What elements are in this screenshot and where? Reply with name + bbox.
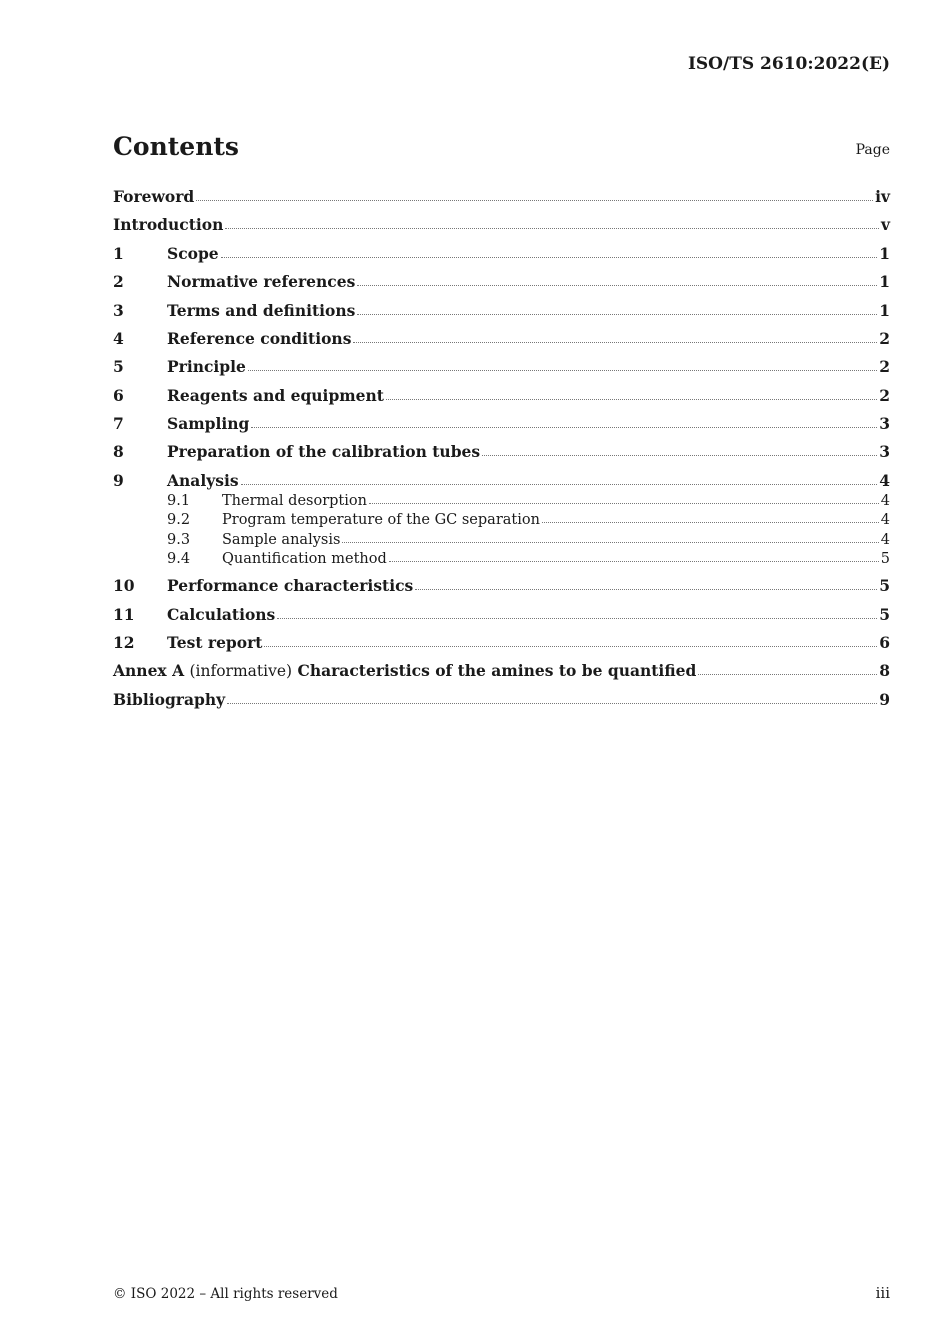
toc-title: Sample analysis (222, 532, 341, 548)
dot-leader (389, 561, 879, 562)
toc-entry-foreword[interactable] (113, 186, 890, 206)
toc-entry-normative-references[interactable] (113, 271, 890, 291)
toc-title: Analysis (167, 471, 239, 490)
contents-heading: Contents (113, 132, 240, 161)
toc-title: Foreword (113, 187, 195, 206)
toc-page: 5 (880, 551, 890, 567)
toc-number: 4 (113, 329, 124, 348)
toc-entry-thermal-desorption[interactable] (113, 489, 890, 509)
toc-number: 9.1 (167, 493, 191, 509)
toc-number: 3 (113, 301, 124, 320)
toc-number: 9.2 (167, 512, 191, 528)
dot-leader (248, 370, 877, 371)
toc-page: 9 (879, 690, 890, 709)
toc-entry-analysis[interactable] (113, 470, 890, 490)
toc-page: 8 (879, 661, 890, 680)
toc-number: 2 (113, 272, 124, 291)
toc-number: 9.3 (167, 532, 191, 548)
toc-page: 6 (879, 633, 890, 652)
toc-entry-reagents-and-equipment[interactable] (113, 385, 890, 405)
toc-entry-scope[interactable] (113, 243, 890, 263)
toc-title: Calculations (167, 605, 276, 624)
toc-number: 7 (113, 414, 124, 433)
toc-page: 1 (879, 244, 890, 263)
document-id: ISO/TS 2610:2022(E) (687, 54, 890, 74)
toc-title: Preparation of the calibration tubes (167, 442, 481, 461)
dot-leader (482, 455, 877, 456)
toc-entry-program-temperature[interactable] (113, 508, 890, 528)
toc-title: Scope (167, 244, 219, 263)
toc-entry-sample-analysis[interactable] (113, 528, 890, 548)
toc-number: 9 (113, 471, 124, 490)
toc-annex-prefix: Annex A (113, 661, 185, 680)
dot-leader (277, 618, 877, 619)
toc-entry-preparation-calibration-tubes[interactable] (113, 441, 890, 461)
toc-page: iv (875, 187, 890, 206)
toc-title: Bibliography (113, 690, 226, 709)
toc-number: 12 (113, 633, 135, 652)
dot-leader (353, 342, 877, 343)
toc-page: 3 (879, 442, 890, 461)
toc-title: Normative references (167, 272, 356, 291)
toc-page: 2 (879, 329, 890, 348)
toc-entry-introduction[interactable] (113, 214, 890, 234)
toc-number: 5 (113, 357, 124, 376)
toc-title: Characteristics of the amines to be quantified (297, 661, 697, 680)
toc-page: 4 (880, 493, 890, 509)
toc-page: 1 (879, 272, 890, 291)
page-column-label: Page (855, 142, 890, 158)
toc-page: 4 (880, 512, 890, 528)
dot-leader (241, 484, 878, 485)
toc-entry-bibliography[interactable] (113, 689, 890, 709)
toc-number: 6 (113, 386, 124, 405)
toc-number: 9.4 (167, 551, 191, 567)
toc-page: 4 (879, 471, 890, 490)
toc-page: 5 (879, 605, 890, 624)
dot-leader (357, 314, 877, 315)
toc-number: 11 (113, 605, 135, 624)
dot-leader (251, 427, 877, 428)
toc-page: 2 (879, 357, 890, 376)
toc-entry-performance-characteristics[interactable] (113, 575, 890, 595)
toc-entry-principle[interactable] (113, 356, 890, 376)
toc-title: Reference conditions (167, 329, 352, 348)
dot-leader (415, 589, 877, 590)
toc-page: 2 (879, 386, 890, 405)
toc-title: Program temperature of the GC separation (222, 512, 540, 528)
toc-title: Terms and definitions (167, 301, 356, 320)
toc-page: 3 (879, 414, 890, 433)
toc-title: Quantification method (222, 551, 387, 567)
toc-entry-quantification-method[interactable] (113, 547, 890, 567)
toc-entry-reference-conditions[interactable] (113, 328, 890, 348)
dot-leader (196, 200, 873, 201)
dot-leader (698, 674, 877, 675)
toc-entry-test-report[interactable] (113, 632, 890, 652)
dot-leader (542, 522, 879, 523)
toc-title: Reagents and equipment (167, 386, 384, 405)
dot-leader (221, 257, 878, 258)
toc-page: 5 (879, 576, 890, 595)
toc-title: Thermal desorption (222, 493, 367, 509)
toc-entry-terms-and-definitions[interactable] (113, 300, 890, 320)
toc-annex-note: (informative) (189, 662, 293, 680)
dot-leader (227, 703, 877, 704)
toc-title: Introduction (113, 215, 224, 234)
toc-page: 4 (880, 532, 890, 548)
toc-number: 10 (113, 576, 135, 595)
toc-title: Test report (167, 633, 263, 652)
dot-leader (225, 228, 879, 229)
dot-leader (357, 285, 877, 286)
toc-page: 1 (879, 301, 890, 320)
toc-title: Performance characteristics (167, 576, 414, 595)
toc-entry-sampling[interactable] (113, 413, 890, 433)
dot-leader (369, 503, 879, 504)
toc-page: v (880, 215, 890, 234)
dot-leader (264, 646, 877, 647)
toc-entry-annex-a[interactable] (113, 660, 890, 680)
toc-entry-calculations[interactable] (113, 604, 890, 624)
toc-title: Sampling (167, 414, 250, 433)
dot-leader (342, 542, 878, 543)
footer-page-number: iii (875, 1284, 890, 1302)
dot-leader (386, 399, 877, 400)
toc-title: Principle (167, 357, 246, 376)
footer-copyright: © ISO 2022 – All rights reserved (113, 1286, 338, 1302)
toc-number: 1 (113, 244, 124, 263)
toc-number: 8 (113, 442, 124, 461)
